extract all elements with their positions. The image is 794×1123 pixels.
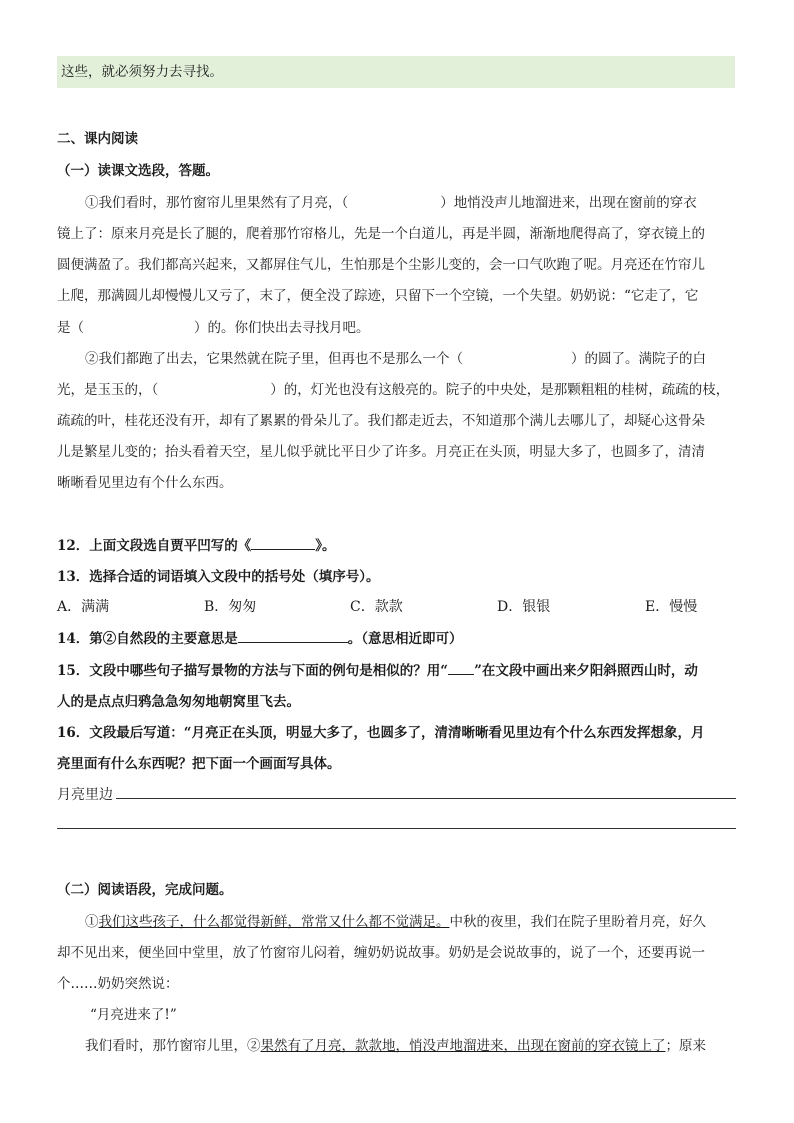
- part2-p1-line2: 却不见出来，便坐回中堂里，放了竹窗帘儿闷着，缠奶奶说故事。奶奶是会说故事的，说了一个，还要再说一: [57, 945, 705, 961]
- p1-line1-a: ①我们看时，那竹窗帘儿里果然有了月亮，（: [85, 195, 349, 211]
- part2-title: （二）阅读语段，完成问题。: [57, 882, 233, 898]
- p1-line5-b: ）的。你们快出去寻找月吧。: [194, 320, 370, 336]
- option-d: D．银银: [497, 599, 551, 615]
- part2-p1-line1: [85, 910, 706, 930]
- option-b: B．匆匆: [204, 599, 257, 615]
- p1-line1: [85, 191, 697, 211]
- question-15-line2: 人的是点点归鸦急急匆匆地朝窝里飞去。: [57, 694, 300, 710]
- question-12: [57, 534, 336, 554]
- question-13: 13．选择合适的词语填入文段中的括号处（填序号）。: [57, 569, 380, 585]
- answer-line-1[interactable]: [116, 798, 736, 799]
- part2-p3-text-a: 我们看时，那竹窗帘儿里，②: [85, 1038, 261, 1054]
- part2-p3-underlined: 果然有了月亮，款款地，悄没声地溜进来，出现在窗前的穿衣镜上了: [260, 1038, 666, 1054]
- question-16-line1: 16．文段最后写道：“月亮正在头顶，明显大多了，也圆多了，清清晰晰看见里边有个什么东西发挥想象，月: [57, 725, 705, 741]
- p2-line1: [85, 347, 706, 367]
- p2-line1-a: ②我们都跑了出去，它果然就在院子里，但再也不是那么一个（: [85, 351, 463, 367]
- question-14-text: 14．第②自然段的主要意思是: [57, 631, 238, 647]
- part2-p1-underlined: 我们这些孩子，什么都觉得新鲜，常常又什么都不觉满足。: [98, 914, 450, 930]
- p2-line2: [57, 378, 729, 398]
- p2-line2-b: ）的，灯光也没有这般亮的。院子的中央处，是那颗粗粗的桂树，疏疏的枝，: [270, 382, 730, 398]
- p2-line1-b: ）的圆了。满院子的白: [571, 351, 706, 367]
- question-16-line2: 亮里面有什么东西呢？把下面一个画面写具体。: [57, 756, 341, 772]
- p1-line2: 镜上了：原来月亮是长了腿的，爬着那竹帘格儿，先是一个白道儿，再是半圆，渐渐地爬得高了，穿衣镜上的: [57, 226, 705, 242]
- question-15-text-a: 15．文段中哪些句子描写景物的方法与下面的例句是相似的？用“: [57, 663, 449, 679]
- part2-quote: “月亮进来了!”: [90, 1007, 177, 1023]
- question-12-text: 12．上面文段选自贾平凹写的《: [57, 538, 252, 554]
- part2-p3-text-b: ；原来: [665, 1038, 706, 1054]
- p1-line5-a: 是（: [57, 320, 84, 336]
- section-title: 二、课内阅读: [57, 131, 138, 147]
- p1-line4: 上爬，那满圆儿却慢慢儿又亏了，末了，便全没了踪迹，只留下一个空镜，一个失望。奶奶说：“它走了，它: [57, 288, 699, 304]
- p2-line2-a: 光，是玉玉的，（: [57, 382, 159, 398]
- p1-line3: 圆便满盈了。我们都高兴起来，又都屏住气儿，生怕那是个尘影儿变的，会一口气吹跑了呢。月亮还在竹帘儿: [57, 257, 705, 273]
- option-c: C．款款: [350, 599, 403, 615]
- question-15-blank: [448, 662, 474, 675]
- part2-p1-rest: 中秋的夜里，我们在院子里盼着月亮，好久: [449, 914, 706, 930]
- p1-line1-b: ）地悄没声儿地溜进来，出现在窗前的穿衣: [440, 195, 697, 211]
- p2-line4: 儿是繁星儿变的；抬头看着天空，星儿似乎就比平日少了许多。月亮正在头顶，明显大多了，也圆多了，清清: [57, 444, 705, 460]
- p1-line5: [57, 316, 370, 336]
- part1-title: （一）读课文选段，答题。: [57, 163, 219, 179]
- question-12-end: 》。: [315, 538, 336, 554]
- part2-p1-line3: 个……奶奶突然说：: [57, 976, 179, 992]
- option-a: A．满满: [57, 599, 110, 615]
- question-14-blank[interactable]: [238, 630, 348, 643]
- question-14-end: 。（意思相近即可）: [347, 631, 463, 647]
- top-note-banner: 这些，就必须努力去寻找。: [57, 56, 735, 88]
- answer-line-2[interactable]: [57, 828, 736, 829]
- question-14: [57, 627, 463, 647]
- question-15-line1: [57, 659, 698, 679]
- option-e: E．慢慢: [645, 599, 698, 615]
- p2-line3: 疏疏的叶，桂花还没有开，却有了累累的骨朵儿了。我们都走近去，不知道那个满儿去哪儿了，却疑心这骨朵: [57, 413, 705, 429]
- question-15-text-b: ”在文段中画出来夕阳斜照西山时，动: [474, 663, 698, 679]
- part2-p1-marker: ①: [85, 914, 99, 930]
- p2-line5: 晰晰看见里边有个什么东西。: [57, 475, 233, 491]
- question-12-blank[interactable]: [251, 537, 315, 550]
- part2-p3-line1: [85, 1034, 706, 1054]
- answer-prefix: 月亮里边: [57, 787, 113, 803]
